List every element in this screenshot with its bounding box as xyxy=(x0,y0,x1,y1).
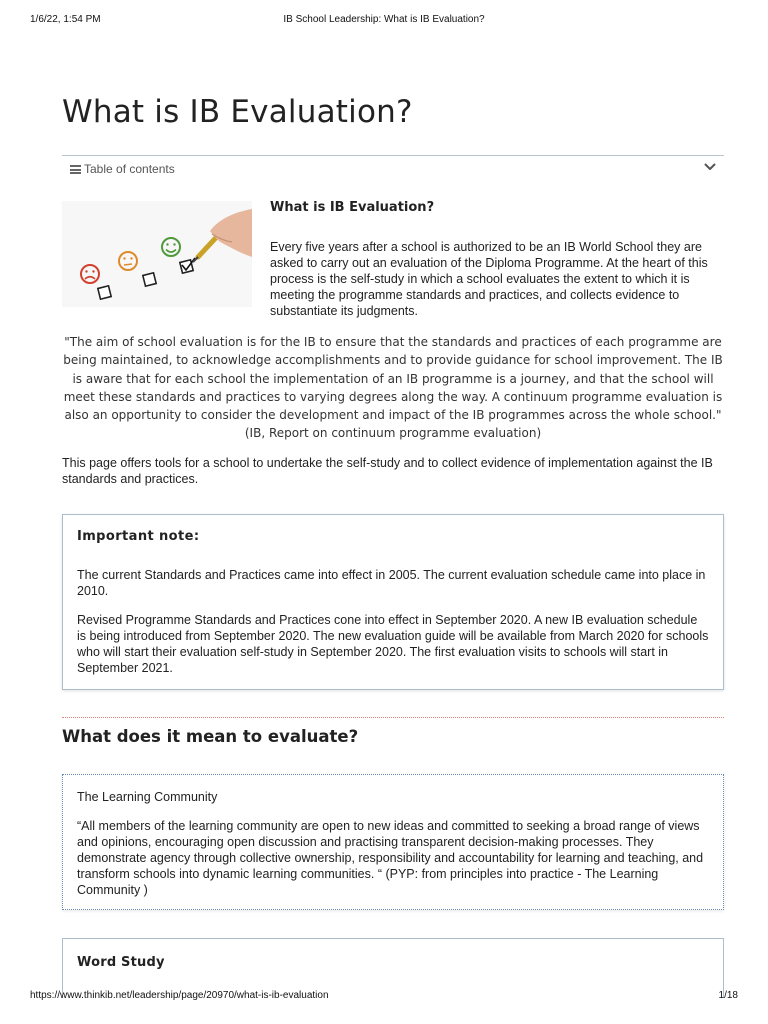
learning-community-quote: “All members of the learning community are open to new ideas and committed to seeking a broad range of views and opinions, encouraging open discussion and practising transparent decision-making processes. They demonstrate agency through collective ownership, responsibility and accountability for learning and teaching, and transform schools into dynamic learning communities. “ (PYP: from principles into practice - The Learning Community ) xyxy=(77,819,704,897)
print-doc-title: IB School Leadership: What is IB Evaluation? xyxy=(283,14,485,25)
word-study-title: Word Study xyxy=(77,955,165,970)
important-note-paragraph-2: Revised Programme Standards and Practices cone into effect in September 2020. A new IB evaluation schedule is being introduced from September 2020. The new evaluation guide will be available from March 2020 for schools who will start their evaluation self-study in September 2020. The first evaluation visits to schools will start in September 2021. xyxy=(77,613,709,675)
table-of-contents-toggle[interactable] xyxy=(62,155,724,183)
page-indicator: 1/18 xyxy=(718,990,738,1001)
print-header xyxy=(30,14,738,28)
important-note-title: Important note: xyxy=(77,529,200,544)
learning-community-title: The Learning Community xyxy=(77,790,218,804)
print-datetime: 1/6/22, 1:54 PM xyxy=(30,14,101,25)
page-title: What is IB Evaluation? xyxy=(62,94,413,130)
word-study-box xyxy=(62,938,724,998)
important-note-box xyxy=(62,514,724,690)
important-note-paragraph-1: The current Standards and Practices came into effect in 2005. The current evaluation schedule came into place in 2010. xyxy=(77,568,706,598)
learning-community-box xyxy=(62,774,724,910)
print-footer xyxy=(30,990,738,1004)
evaluation-checklist-image xyxy=(62,201,252,307)
toc-label: Table of contents xyxy=(84,162,175,176)
lead-paragraph: This page offers tools for a school to undertake the self-study and to collect evidence of implementation against the IB standards and practices. xyxy=(62,456,713,486)
ib-quote: "The aim of school evaluation is for the IB to ensure that the standards and practices of each programme are being maintained, to acknowledge accomplishments and to provide guidance for school improvement. The IB is aware that for each school the implementation of an IB programme is a journey, and that the school will meet these standards and practices to varying degrees along the way. A continuum programme evaluation is also an opportunity to consider the development and impact of the IB programmes across the whole school." (IB, Report on continuum programme evaluation) xyxy=(63,335,723,441)
list-icon xyxy=(70,165,81,174)
intro-heading: What is IB Evaluation? xyxy=(270,200,435,215)
chevron-down-icon[interactable] xyxy=(704,162,716,172)
intro-paragraph: Every five years after a school is authorized to be an IB World School they are asked to carry out an evaluation of the Diploma Programme. At the heart of this process is the self-study in which a school evaluates the extent to which it is meeting the programme standards and practices, and collects evidence to substantiate its judgments. xyxy=(270,240,708,318)
print-url: https://www.thinkib.net/leadership/page/20970/what-is-ib-evaluation xyxy=(30,990,329,1001)
section-divider xyxy=(62,717,724,718)
evaluate-section-heading: What does it mean to evaluate? xyxy=(62,727,359,746)
